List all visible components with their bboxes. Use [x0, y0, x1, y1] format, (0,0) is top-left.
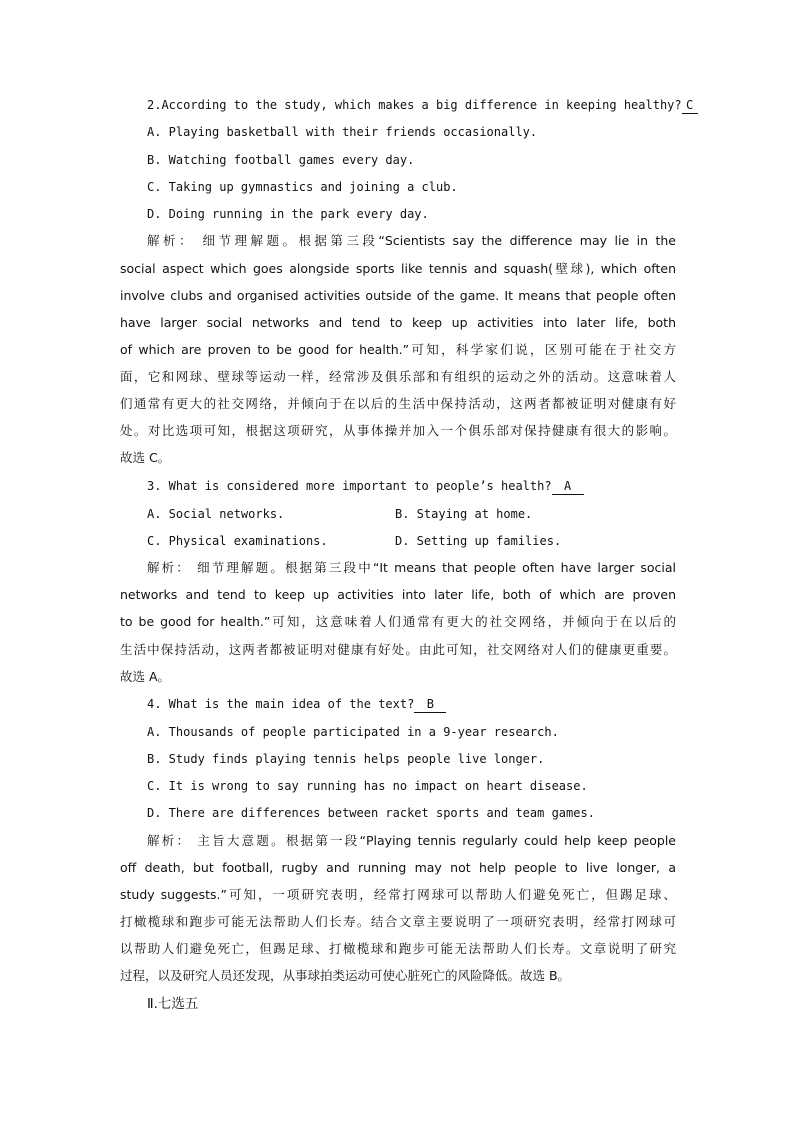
question-2-stem: 2.According to the study, which makes a big difference in keeping healthy? C — [147, 95, 703, 115]
question-4-analysis-line: 以帮助人们避免死亡，但踢足球、打橄榄球和跑步可能无法帮助人们长寿。文章说明了研究 — [120, 941, 676, 956]
question-3-option-a: A. Social networks. — [147, 507, 285, 521]
question-4-analysis-line: off death, but football, rugby and running may not help people to live longer, a — [120, 860, 676, 875]
question-2-analysis-line: 面，它和网球、壁球等运动一样，经常涉及俱乐部和有组织的运动之外的活动。这意味着人 — [120, 369, 676, 384]
question-2-analysis-line: involve clubs and organised activities outside of the game. It means that people often — [120, 288, 676, 303]
question-4-analysis-line: 打橄榄球和跑步可能无法帮助人们长寿。结合文章主要说明了一项研究表明，经常打网球可 — [120, 914, 676, 929]
question-4-stem: 4. What is the main idea of the text? B — [147, 694, 703, 714]
question-2-analysis-line: 们通常有更大的社交网络，并倾向于在以后的生活中保持活动，这两者都被证明对健康有好 — [120, 396, 676, 411]
question-2-option-c: C. Taking up gymnastics and joining a club. — [147, 180, 458, 194]
question-2-option-a: A. Playing basketball with their friends occasionally. — [147, 125, 538, 139]
question-4-analysis-line: study suggests.”可知，一项研究表明，经常打网球可以帮助人们避免死亡，但踢足球、 — [120, 887, 676, 902]
question-3-analysis-line: 故选 A。 — [120, 669, 171, 684]
question-3-analysis-line: 解析： 细节理解题。根据第三段中“It means that people often have larger social — [147, 560, 676, 575]
question-4-option-c: C. It is wrong to say running has no impact on heart disease. — [147, 779, 588, 793]
question-3-option-d: D. Setting up families. — [395, 534, 562, 548]
question-3-analysis-line: 生活中保持活动，这两者都被证明对健康有好处。由此可知，社交网络对人们的健康更重要。 — [120, 642, 676, 657]
question-2-analysis-line: of which are proven to be good for health.”可知，科学家们说，区别可能在于社交方 — [120, 342, 676, 357]
question-4-option-a: A. Thousands of people participated in a 9-year research. — [147, 725, 559, 739]
question-2-answer: C — [682, 98, 698, 114]
question-4-option-d: D. There are differences between racket sports and team games. — [147, 806, 595, 820]
question-3-analysis-line: networks and tend to keep up activities into later life, both of which are proven — [120, 587, 676, 602]
question-2-analysis-line: social aspect which goes alongside sports like tennis and squash(壁球), which often — [120, 261, 676, 276]
question-4-answer: B — [414, 697, 446, 713]
question-2-analysis-line: 解析： 细节理解题。根据第三段“Scientists say the difference may lie in the — [147, 233, 676, 248]
question-2-option-d: D. Doing running in the park every day. — [147, 207, 429, 221]
question-3-option-b: B. Staying at home. — [395, 507, 533, 521]
question-3-options-row-1 — [147, 504, 703, 524]
question-3-stem: 3. What is considered more important to people’s health? A — [147, 476, 703, 496]
question-3-answer: A — [552, 479, 584, 495]
question-3-options-row-2 — [147, 531, 703, 551]
question-2-analysis-line: have larger social networks and tend to keep up activities into later life, both — [120, 315, 676, 330]
question-4-analysis-line: 过程，以及研究人员还发现，从事球拍类运动可使心脏死亡的风险降低。故选 B。 — [120, 968, 571, 983]
question-2-analysis-line: 处。对比选项可知，根据这项研究，从事体操并加入一个俱乐部对保持健康有很大的影响。 — [120, 423, 676, 438]
question-2-option-b: B. Watching football games every day. — [147, 153, 415, 167]
section-heading: Ⅱ.七选五 — [147, 996, 199, 1012]
question-4-option-b: B. Study finds playing tennis helps people live longer. — [147, 752, 545, 766]
question-4-analysis-line: 解析： 主旨大意题。根据第一段“Playing tennis regularly could help keep people — [147, 833, 676, 848]
question-3-analysis-line: to be good for health.”可知，这意味着人们通常有更大的社交网络，并倾向于在以后的 — [120, 614, 676, 629]
question-2-analysis-line: 故选 C。 — [120, 450, 171, 465]
question-3-option-c: C. Physical examinations. — [147, 534, 328, 548]
